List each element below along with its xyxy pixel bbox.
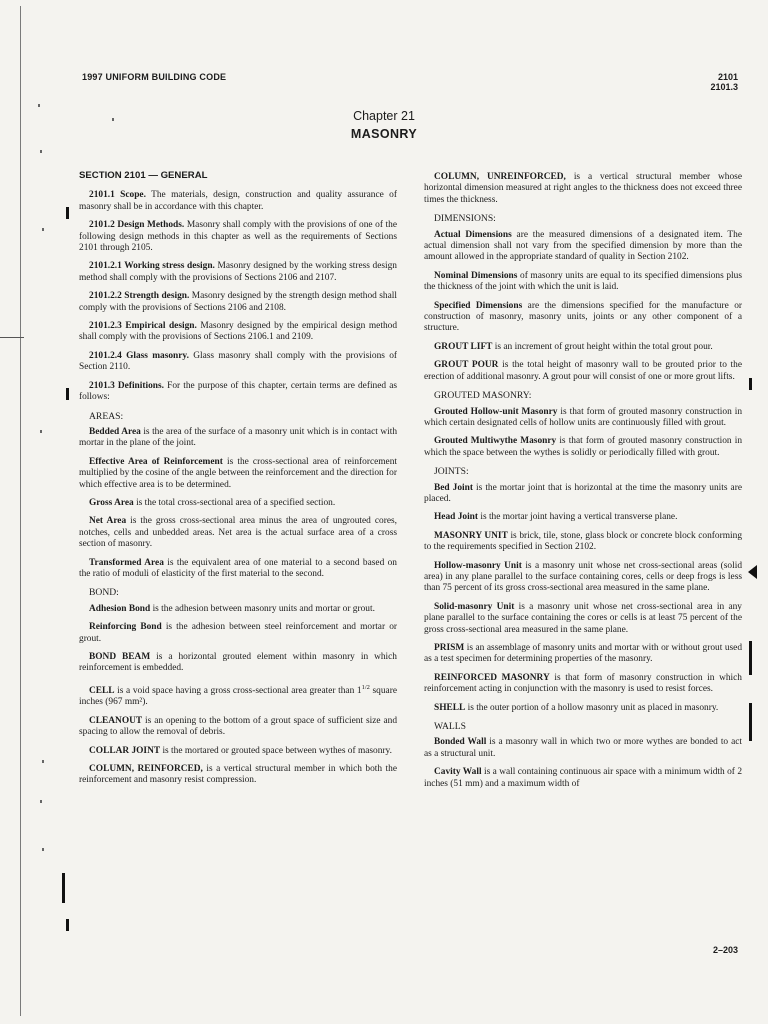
paragraph-2101-1: 2101.1 Scope. The materials, design, construction and quality assurance of masonry shall be in accordance with this chapter.	[79, 190, 397, 212]
revision-arrow-icon	[748, 565, 757, 579]
definition-solid-masonry-unit: Solid-masonry Unit is a masonry unit whose net cross-sectional area in any plane parallel to the surface containing the cores or cells is at least 75 percent of the gross cross-sectional area measured in the same plane.	[424, 601, 742, 635]
margin-speck	[42, 848, 44, 851]
definition-adhesion-bond: Adhesion Bond is the adhesion between masonry units and mortar or grout.	[89, 603, 375, 614]
definition-cavity-wall: Cavity Wall is a wall containing continuous air space with a minimum width of 2 inches (51 mm) and a maximum width of	[424, 767, 743, 789]
definition-transformed-area: Transformed Area is the equivalent area of one material to a second based on the ratio of moduli of elasticity of the first material to the second.	[79, 557, 397, 579]
margin-speck	[42, 760, 44, 763]
paragraph-2101-2: 2101.2 Design Methods. Masonry shall comply with the provisions of one of the following design methods in this chapter as well as the requirements of Sections 2101 through 2105.	[79, 220, 397, 254]
header-section-start: 2101	[717, 72, 738, 82]
paragraph-2101-3: 2101.3 Definitions. For the purpose of this chapter, certain terms are defined as follows:	[79, 380, 398, 403]
definition-column-reinforced: COLUMN, REINFORCED, is a vertical structural member in which both the reinforcement and masonry resist compression.	[79, 763, 398, 786]
chapter-heading	[0, 108, 768, 142]
revision-bar	[62, 873, 65, 903]
margin-speck	[40, 430, 42, 433]
subheading-walls: WALLS	[434, 721, 466, 733]
definition-reinforced-masonry: REINFORCED MASONRY is that form of masonry construction in which reinforcement acting in conjunction with the masonry is used to resist forces.	[424, 672, 742, 695]
margin-speck	[40, 800, 42, 803]
revision-bar	[749, 703, 752, 741]
definition-column-unreinforced: COLUMN, UNREINFORCED, is a vertical structural member whose horizontal dimension measured at right angles to the thickness does not exceed three times the thickness.	[424, 172, 742, 205]
subheading-dimensions: DIMENSIONS:	[434, 213, 496, 225]
revision-bar	[66, 388, 69, 400]
margin-speck	[38, 104, 40, 107]
subheading-areas: AREAS:	[89, 410, 124, 422]
definition-specified-dimensions: Specified Dimensions are the dimensions specified for the manufacture or construction of masonry, masonry units, joints or any other component of a structure.	[424, 300, 742, 334]
margin-speck	[40, 150, 42, 153]
definition-masonry-unit: MASONRY UNIT is brick, tile, stone, glass block or concrete block conforming to the requirements specified in Section 2102.	[424, 530, 743, 553]
revision-bar	[66, 207, 69, 219]
definition-cleanout: CLEANOUT is an opening to the bottom of a grout space of sufficient size and spacing to allow the removal of debris.	[79, 715, 398, 738]
paragraph-2101-2-2: 2101.2.2 Strength design. Masonry designed by the strength design method shall comply with the provisions of Sections 2106 and 2108.	[79, 291, 397, 313]
definition-grouted-multiwythe: Grouted Multiwythe Masonry is that form of grouted masonry construction in which the space between the wythes is solidly or periodically filled with grout.	[424, 436, 743, 458]
scan-edge-tick	[0, 337, 24, 338]
definition-prism: PRISM is an assemblage of masonry units and mortar with or without grout used as a test specimen for determining properties of the masonry.	[424, 643, 743, 665]
definition-effective-area: Effective Area of Reinforcement is the cross-sectional area of reinforcement multiplied by the cosine of the angle between the reinforcement and the direction for which effective area is to be determined.	[79, 456, 398, 490]
section-heading: SECTION 2101 — GENERAL	[79, 170, 208, 181]
definition-cell: CELL is a void space having a gross cross-sectional area greater than $1^{1/2}$ square inches (967 mm²).	[79, 683, 398, 708]
definition-reinforcing-bond: Reinforcing Bond is the adhesion between steel reinforcement and mortar or grout.	[79, 622, 398, 644]
definition-collar-joint: COLLAR JOINT is the mortared or grouted space between wythes of masonry.	[89, 745, 392, 756]
definition-net-area: Net Area is the gross cross-sectional area minus the area of ungrouted cores, notches, cells and unbedded areas. Net area is the actual surface area of a cross section of masonry.	[79, 516, 397, 550]
chapter-number: Chapter 21	[353, 109, 415, 123]
chapter-title: MASONRY	[350, 127, 418, 141]
subheading-grouted-masonry: GROUTED MASONRY:	[434, 390, 532, 402]
paragraph-2101-2-3: 2101.2.3 Empirical design. Masonry designed by the empirical design method shall comply with the provisions of Sections 2106.1 and 2109.	[79, 321, 397, 343]
definition-head-joint: Head Joint is the mortar joint having a vertical transverse plane.	[434, 512, 678, 523]
definition-hollow-masonry-unit: Hollow-masonry Unit is a masonry unit whose net cross-sectional areas (solid area) in any plane parallel to the surface containing cores, cells or deep frogs is less than 75 percent of its gross cross-sectional area measured in the same plane.	[424, 560, 743, 594]
header-section-end: 2101.3	[710, 82, 738, 92]
definition-actual-dimensions: Actual Dimensions are the measured dimensions of a designated item. The actual dimension shall not vary from the specified dimension by more than the amount allowed in the appropriate standard of quality in Section 2102.	[424, 229, 742, 263]
definition-bond-beam: BOND BEAM is a horizontal grouted element within masonry in which reinforcement is embedded.	[79, 652, 397, 674]
paragraph-2101-2-4: 2101.2.4 Glass masonry. Glass masonry shall comply with the provisions of Section 2110.	[79, 350, 397, 373]
definition-bed-joint: Bed Joint is the mortar joint that is horizontal at the time the masonry units are placed.	[424, 482, 742, 504]
definition-shell: SHELL is the outer portion of a hollow masonry unit as placed in masonry.	[434, 702, 719, 713]
revision-bar	[749, 378, 752, 390]
margin-speck	[42, 228, 44, 231]
running-header-left: 1997 UNIFORM BUILDING CODE	[82, 72, 227, 82]
definition-gross-area: Gross Area is the total cross-sectional area of a specified section.	[89, 497, 336, 508]
definition-bedded-area: Bedded Area is the area of the surface of a masonry unit which is in contact with mortar in the plane of the joint.	[79, 426, 398, 449]
paragraph-2101-2-1: 2101.2.1 Working stress design. Masonry designed by the working stress design method shall comply with the provisions of Sections 2106 and 2107.	[79, 261, 397, 283]
page-number: 2–203	[712, 945, 738, 955]
subheading-joints: JOINTS:	[434, 466, 469, 478]
running-header-right	[710, 72, 738, 92]
definition-grouted-hollow-unit: Grouted Hollow-unit Masonry is that form of grouted masonry construction in which certain designated cells of hollow units are continuously filled with grout.	[424, 406, 743, 428]
subheading-bond: BOND:	[89, 587, 119, 599]
revision-bar	[66, 919, 69, 931]
definition-grout-pour: GROUT POUR is the total height of masonry wall to be grouted prior to the erection of additional masonry. A grout pour will consist of one or more grout lifts.	[424, 360, 743, 382]
definition-bonded-wall: Bonded Wall is a masonry wall in which two or more wythes are bonded to act as a structural unit.	[424, 737, 743, 759]
scan-edge-line	[20, 6, 21, 1016]
definition-nominal-dimensions: Nominal Dimensions of masonry units are equal to its specified dimensions plus the thickness of the joint with which the unit is laid.	[424, 270, 742, 293]
left-column	[79, 170, 397, 794]
definition-grout-lift: GROUT LIFT is an increment of grout height within the total grout pour.	[434, 341, 713, 352]
revision-bar	[749, 641, 752, 675]
right-column	[424, 172, 742, 797]
